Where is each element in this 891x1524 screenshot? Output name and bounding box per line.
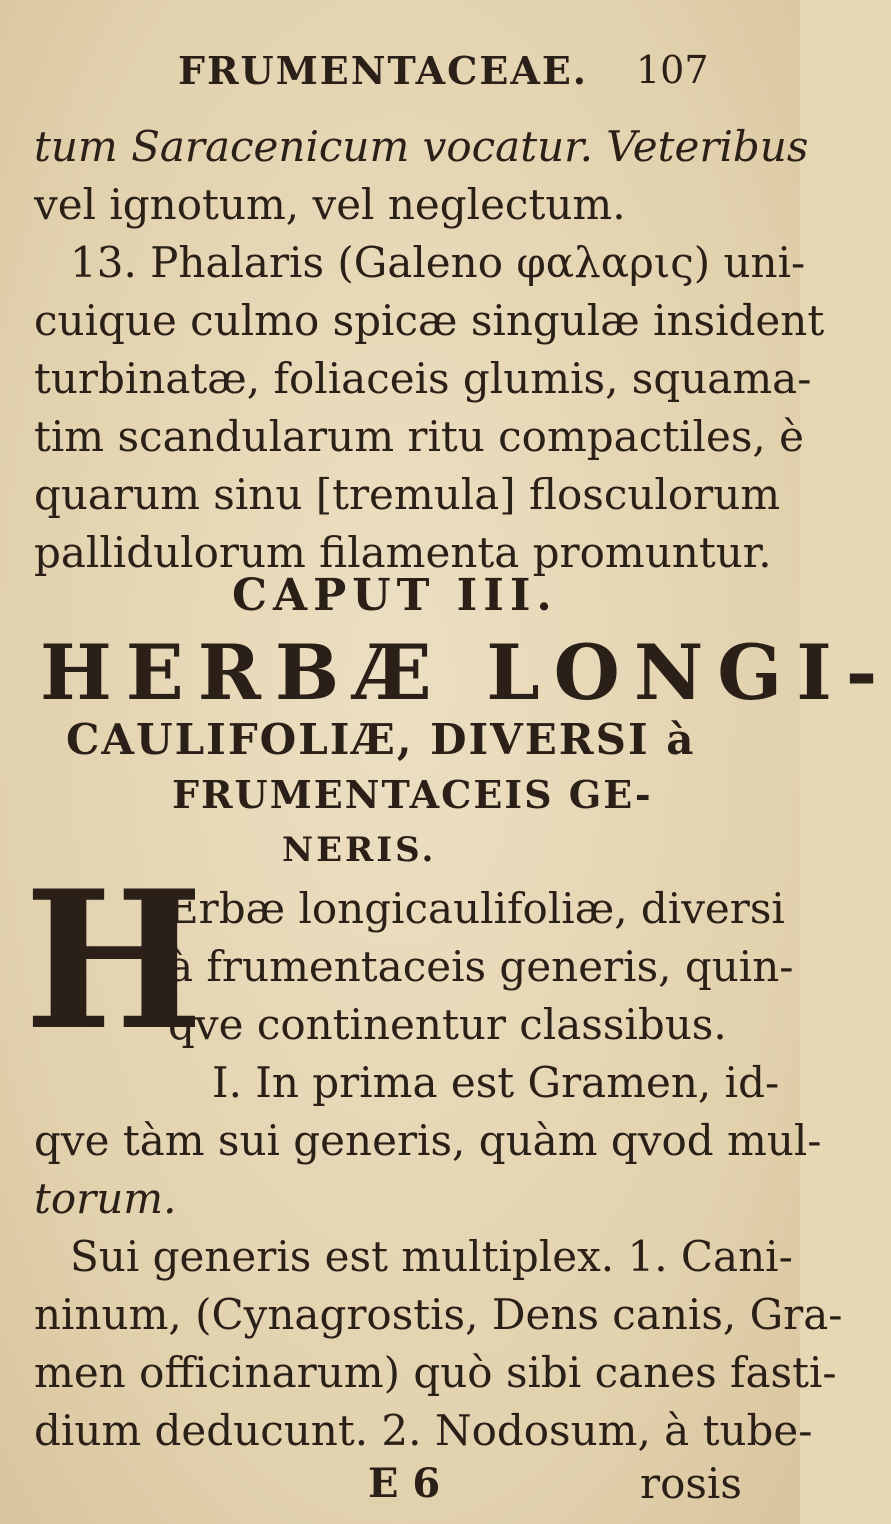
text-line: tim scandularum ritu compactiles, è <box>34 412 804 461</box>
text-line: ninum, (Cynagrostis, Dens canis, Gra- <box>34 1290 843 1339</box>
chapter-label: CAPUT III. <box>232 570 558 621</box>
signature-mark: E 6 <box>368 1460 441 1507</box>
text-line: qve tàm sui generis, quàm qvod mul- <box>34 1116 822 1165</box>
chapter-title-line: CAULIFOLIÆ, DIVERSI à <box>66 715 696 764</box>
text-line: quarum sinu [tremula] flosculorum <box>34 470 781 519</box>
running-head: FRUMENTACEAE. <box>178 48 589 93</box>
drop-capital: H <box>24 849 204 1072</box>
text-line: 13. Phalaris (Galeno φαλαρις) uni- <box>70 238 806 287</box>
text-line: dium deducunt. 2. Nodosum, à tube- <box>34 1406 813 1455</box>
text-line: pallidulorum filamenta promuntur. <box>34 528 772 577</box>
text-line: cuique culmo spicæ singulæ insident <box>34 296 825 345</box>
chapter-title-line: HERBÆ LONGI- <box>40 628 891 717</box>
text-line: à frumentaceis generis, quin- <box>168 942 794 991</box>
page-number: 107 <box>636 48 709 92</box>
chapter-title-line: NERIS. <box>282 830 437 870</box>
text-line: torum. <box>34 1174 177 1223</box>
text-line: Erbæ longicaulifoliæ, diversi <box>168 884 785 933</box>
chapter-title-line: FRUMENTACEIS GE- <box>172 772 653 817</box>
text-line: qve continentur classibus. <box>168 1000 727 1049</box>
text-line: tum Saracenicum vocatur. Veteribus <box>34 122 809 171</box>
text-line: turbinatæ, foliaceis glumis, squama- <box>34 354 812 403</box>
text-line: men officinarum) quò sibi canes fasti- <box>34 1348 837 1397</box>
catchword: rosis <box>640 1459 742 1508</box>
text-line: I. In prima est Gramen, id- <box>212 1058 780 1107</box>
text-line: vel ignotum, vel neglectum. <box>34 180 626 229</box>
text-line: Sui generis est multiplex. 1. Cani- <box>70 1232 793 1281</box>
